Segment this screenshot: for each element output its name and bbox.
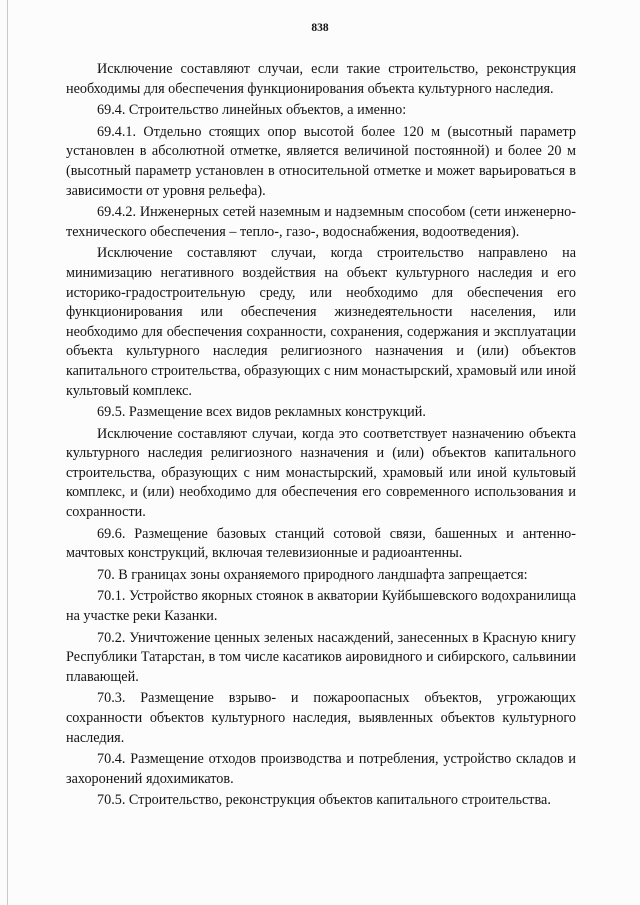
paragraph-70-5: 70.5. Строительство, реконструкция объектов капитального строительства. [97,792,551,809]
document-body [66,60,576,813]
paragraph-69-5: 69.5. Размещение всех видов рекламных конструкций. [97,404,426,421]
paragraph-70-1: 70.1. Устройство якорных стоянок в акватории Куйбышевского водохранилища на участке реки Казанки. [66,588,576,625]
paragraph-70: 70. В границах зоны охраняемого природного ландшафта запрещается: [97,566,528,583]
scan-edge-line [7,0,8,905]
paragraph-70-3: 70.3. Размещение взрыво- и пожароопасных объектов, угрожающих сохранности объектов культурного наследия, выявленных объектов культурного наследия. [66,690,576,746]
page-number: 838 [311,22,329,34]
paragraph-69-4: 69.4. Строительство линейных объектов, а именно: [97,102,407,119]
paragraph-exception-functioning: Исключение составляют случаи, если такие строительство, реконструкция необходимы для обеспечения функционирования объекта культурного наследия. [66,61,576,97]
paragraph-exception-advertising: Исключение составляют случаи, когда это соответствует назначению объекта культурного наследия религиозного назначения и (или) объектов капитального строительства, образующих с ним монастырский, храмовый или иной культовый комплекс, и (или) необходимо для обеспечения его современного использования и сохранности. [66,425,576,521]
paragraph-exception-construction: Исключение составляют случаи, когда строительство направлено на минимизацию негативного воздействия на объект культурного наследия и его историко-градостроительную среду, или необходимо для обеспечения его функционирования или обеспечения жизнедеятельности населения, или необходимо для обеспечения сохранности, сохранения, содержания и эксплуатации объекта культурного наследия религиозного назначения и (или) объектов капитального строительства, образующих с ним монастырский, храмовый или иной культовый комплекс. [66,245,576,399]
paragraph-69-4-2: 69.4.2. Инженерных сетей наземным и надземным способом (сети инженерно-технического обеспечения – тепло-, газо-, водоснабжения, водоотведения). [66,204,576,240]
paragraph-70-4: 70.4. Размещение отходов производства и потребления, устройство складов и захоронений ядохимикатов. [66,751,576,787]
paragraph-69-6: 69.6. Размещение базовых станций сотовой связи, башенных и антенно-мачтовых конструкций, включая телевизионные и радиоантенны. [66,525,576,562]
paragraph-69-4-1: 69.4.1. Отдельно стоящих опор высотой более 120 м (высотный параметр установлен в абсолютной отметке, является величиной постоянной) и более 20 м (высотный параметр установлен в относительной отметке и может варьироваться в зависимости от уровня рельефа). [66,123,576,199]
paragraph-70-2: 70.2. Уничтожение ценных зеленых насаждений, занесенных в Красную книгу Республики Татарстан, в том числе касатиков аировидного и сибирского, сальвинии плавающей. [66,629,576,685]
